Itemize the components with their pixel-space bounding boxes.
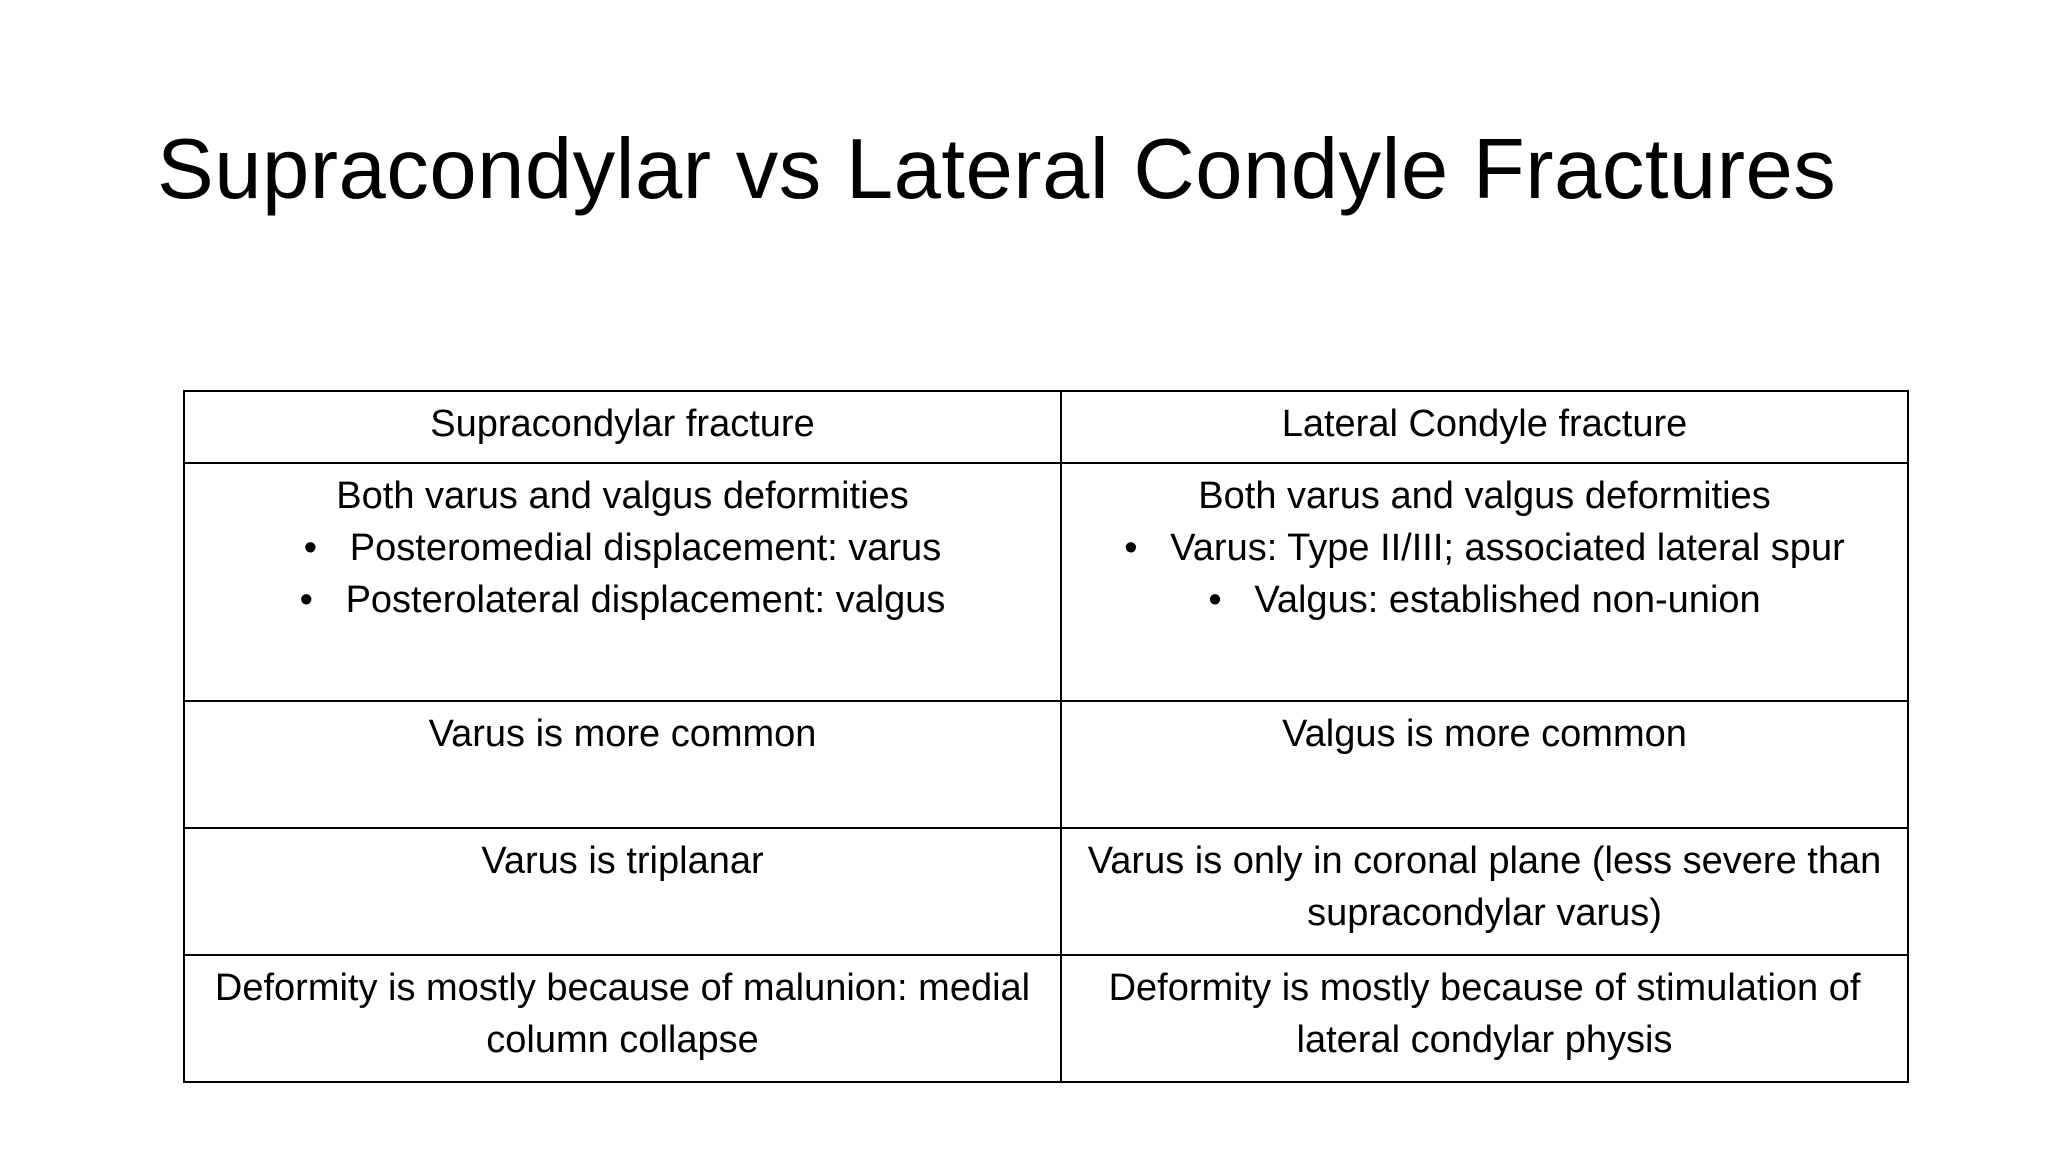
list-item (1074, 522, 1895, 574)
bullet-list (1074, 522, 1895, 626)
header-lateral-condyle: Lateral Condyle fracture (1061, 391, 1908, 463)
list-item-text: Posterolateral displacement: valgus (345, 579, 946, 621)
table-row (184, 955, 1908, 1082)
bullet-dot-icon: • (299, 579, 313, 621)
cell-lateral-deformities (1061, 463, 1908, 701)
list-item (197, 574, 1048, 626)
list-item-text: Posteromedial displacement: varus (349, 527, 942, 569)
cell-intro-text: Both varus and valgus deformities (336, 475, 909, 517)
table-cell: Varus is only in coronal plane (less severe than supracondylar varus) (1061, 828, 1908, 955)
bullet-dot-icon: • (1208, 579, 1222, 621)
slide-title: Supracondylar vs Lateral Condyle Fractures (157, 122, 1837, 217)
comparison-table (183, 390, 1909, 1083)
list-item (197, 522, 1048, 574)
table-cell: Deformity is mostly because of malunion: medial column collapse (184, 955, 1061, 1082)
table-cell: Varus is triplanar (184, 828, 1061, 955)
table-row (184, 828, 1908, 955)
table-header-row (184, 391, 1908, 463)
table-cell: Deformity is mostly because of stimulation of lateral condylar physis (1061, 955, 1908, 1082)
table-row (184, 701, 1908, 828)
cell-supracondylar-deformities (184, 463, 1061, 701)
bullet-dot-icon: • (303, 527, 318, 569)
list-item (1074, 574, 1895, 626)
bullet-dot-icon: • (1124, 527, 1138, 569)
list-item-text: Valgus: established non-union (1254, 579, 1761, 621)
header-supracondylar: Supracondylar fracture (184, 391, 1061, 463)
table-row-deformities (184, 463, 1908, 701)
table-cell: Varus is more common (184, 701, 1061, 828)
table-cell: Valgus is more common (1061, 701, 1908, 828)
list-item-text: Varus: Type II/III; associated lateral spur (1170, 527, 1845, 569)
bullet-list (197, 522, 1048, 626)
cell-intro-text: Both varus and valgus deformities (1198, 475, 1771, 517)
